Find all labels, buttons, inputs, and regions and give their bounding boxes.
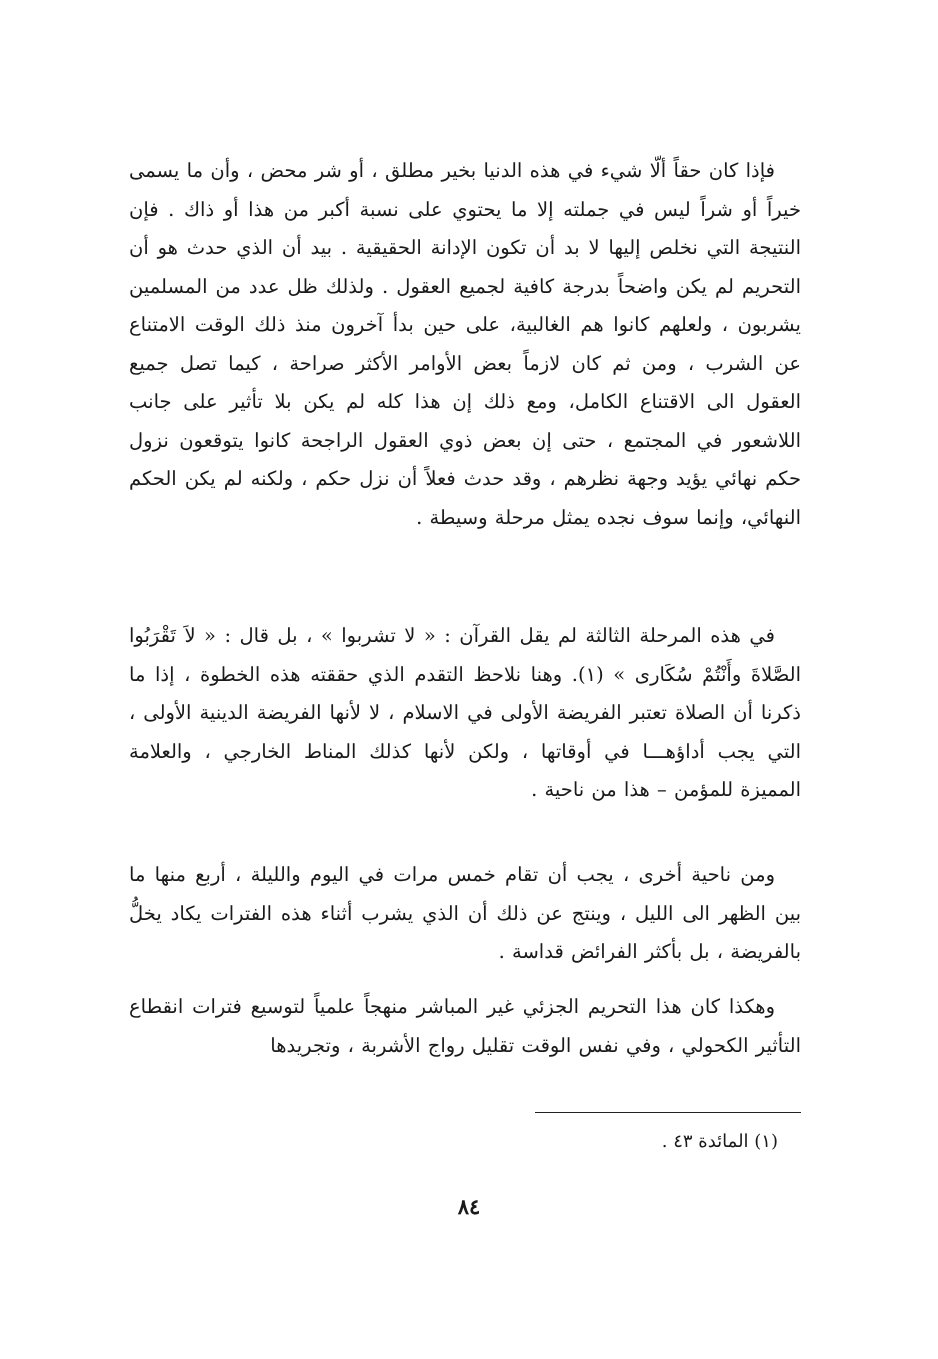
paragraph-1 — [129, 152, 801, 537]
paragraph-2 — [129, 617, 801, 810]
paragraph-2-text: في هذه المرحلة الثالثة لم يقل القرآن : « لا تشربوا » ، بل قال : « لاَ تَقْرَبُوا الصَّلاةَ وأَنْتُمْ سُكَارى » (١). وهنا نلاحظ التقدم الذي حققته هذه الخطوة ، إذا ما ذكرنا أن الصلاة تعتبر الفريضة الأولى في الاسلام ، لا لأنها الفريضة الدينية الأولى ، التي يجب أداؤهـــا في أوقاتها ، ولكن لأنها كذلك المناط الخارجي ، والعلامة المميزة للمؤمن – هذا من ناحية . — [129, 624, 801, 801]
footnote: (١) المائدة ٤٣ . — [661, 1131, 778, 1152]
footnote-divider — [535, 1112, 801, 1113]
page-number: ٨٤ — [457, 1194, 481, 1219]
paragraph-4-text: وهكذا كان هذا التحريم الجزئي غير المباشر منهجاً علمياً لتوسيع فترات انقطاع التأثير الكحولي ، وفي نفس الوقت تقليل رواج الأشربة ، وتجريدها — [129, 995, 801, 1057]
paragraph-4 — [129, 988, 801, 1065]
paragraph-3 — [129, 856, 801, 972]
paragraph-3-text: ومن ناحية أخرى ، يجب أن تقام خمس مرات في اليوم والليلة ، أربع منها ما بين الظهر الى الليل ، وينتج عن ذلك أن الذي يشرب أثناء هذه الفترات يكاد يخلُّ بالفريضة ، بل بأكثر الفرائض قداسة . — [129, 863, 801, 963]
paragraph-1-text: فإذا كان حقاً ألّا شيء في هذه الدنيا بخير مطلق ، أو شر محض ، وأن ما يسمى خيراً أو شراً ليس في جملته إلا ما يحتوي على نسبة أكبر من هذا أو ذاك . فإن النتيجة التي نخلص إليها لا بد أن تكون الإدانة الحقيقية . بيد أن الذي حدث هو أن التحريم لم يكن واضحاً بدرجة كافية لجميع العقول . ولذلك ظل عدد من المسلمين يشربون ، ولعلهم كانوا هم الغالبية، على حين بدأ آخرون منذ ذلك الوقت الامتناع عن الشرب ، ومن ثم كان لازماً بعض الأوامر الأكثر صراحة ، كيما تصل جميع العقول الى الاقتناع الكامل، ومع ذلك إن هذا كله لم يكن بلا تأثير على جانب اللاشعور في المجتمع ، حتى إن بعض ذوي العقول الراجحة كانوا يتوقعون نزول حكم نهائي يؤيد وجهة نظرهم ، وقد حدث فعلاً أن نزل حكم ، ولكنه لم يكن الحكم النهائي، وإنما سوف نجده يمثل مرحلة وسيطة . — [129, 159, 801, 529]
